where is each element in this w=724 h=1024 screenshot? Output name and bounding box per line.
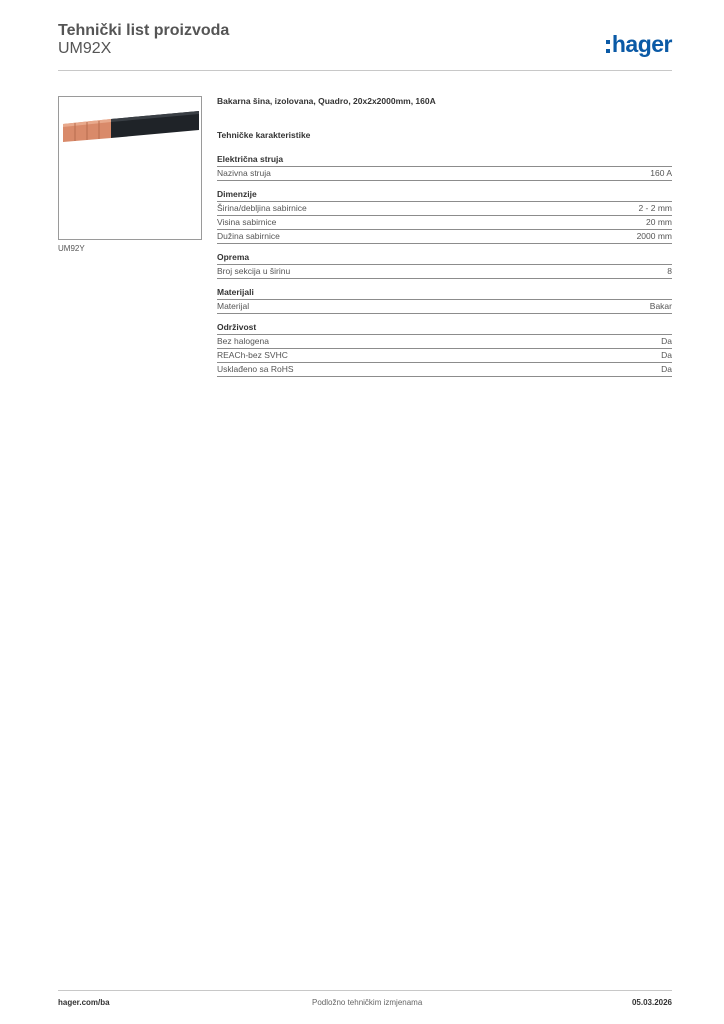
- spec-label: Materijal: [217, 301, 250, 311]
- footer-date: 05.03.2026: [631, 998, 672, 1007]
- spec-row: [217, 230, 672, 244]
- spec-label: Broj sekcija u širinu: [217, 266, 291, 276]
- spec-row: [217, 216, 672, 230]
- spec-label: REACh-bez SVHC: [217, 350, 288, 360]
- product-details: [217, 96, 672, 377]
- spec-section: [217, 188, 672, 244]
- spec-value: 2 - 2 mm: [638, 203, 672, 213]
- product-code: UM92X: [58, 40, 112, 57]
- spec-section-title: Materijali: [217, 286, 672, 300]
- product-image-frame: [58, 96, 202, 240]
- spec-value: 160 A: [650, 168, 672, 178]
- spec-section-title: Održivost: [217, 321, 672, 335]
- spec-value: Da: [661, 336, 672, 346]
- spec-section: [217, 251, 672, 279]
- spec-section: [217, 153, 672, 181]
- spec-value: 2000 mm: [636, 231, 672, 241]
- spec-row: [217, 202, 672, 216]
- spec-label: Bez halogena: [217, 336, 269, 346]
- spec-label: Visina sabirnice: [217, 217, 277, 227]
- page-footer: [58, 990, 672, 1011]
- spec-value: 8: [667, 266, 672, 276]
- logo-mark-icon: [606, 40, 610, 53]
- spec-value: Bakar: [649, 301, 672, 311]
- spec-row: [217, 363, 672, 377]
- spec-row: [217, 265, 672, 279]
- spec-row: [217, 300, 672, 314]
- spec-label: Dužina sabirnice: [217, 231, 280, 241]
- spec-section-title: Električna struja: [217, 153, 672, 167]
- spec-section-title: Oprema: [217, 251, 672, 265]
- spec-sections: [217, 153, 672, 377]
- spec-value: 20 mm: [646, 217, 672, 227]
- spec-label: Nazivna struja: [217, 168, 271, 178]
- spec-section: [217, 321, 672, 377]
- spec-row: [217, 349, 672, 363]
- footer-website: hager.com/ba: [58, 998, 110, 1007]
- copper-busbar-image: [59, 97, 201, 239]
- footer-note: Podložno tehničkim izmjenama: [312, 998, 423, 1007]
- product-image-caption: UM92Y: [58, 244, 85, 253]
- spec-row: [217, 167, 672, 181]
- spec-value: Da: [661, 364, 672, 374]
- hager-logo: [606, 30, 672, 58]
- spec-label: Usklađeno sa RoHS: [217, 364, 294, 374]
- spec-section-title: Dimenzije: [217, 188, 672, 202]
- page-title: Tehnički list proizvoda: [58, 22, 230, 39]
- logo-text: hager: [611, 30, 672, 57]
- spec-section: [217, 286, 672, 314]
- page-header: [58, 20, 672, 71]
- spec-value: Da: [661, 350, 672, 360]
- spec-label: Širina/debljina sabirnice: [217, 203, 307, 213]
- specs-heading: Tehničke karakteristike: [217, 130, 311, 140]
- spec-row: [217, 335, 672, 349]
- product-description: Bakarna šina, izolovana, Quadro, 20x2x2000mm, 160A: [217, 96, 436, 106]
